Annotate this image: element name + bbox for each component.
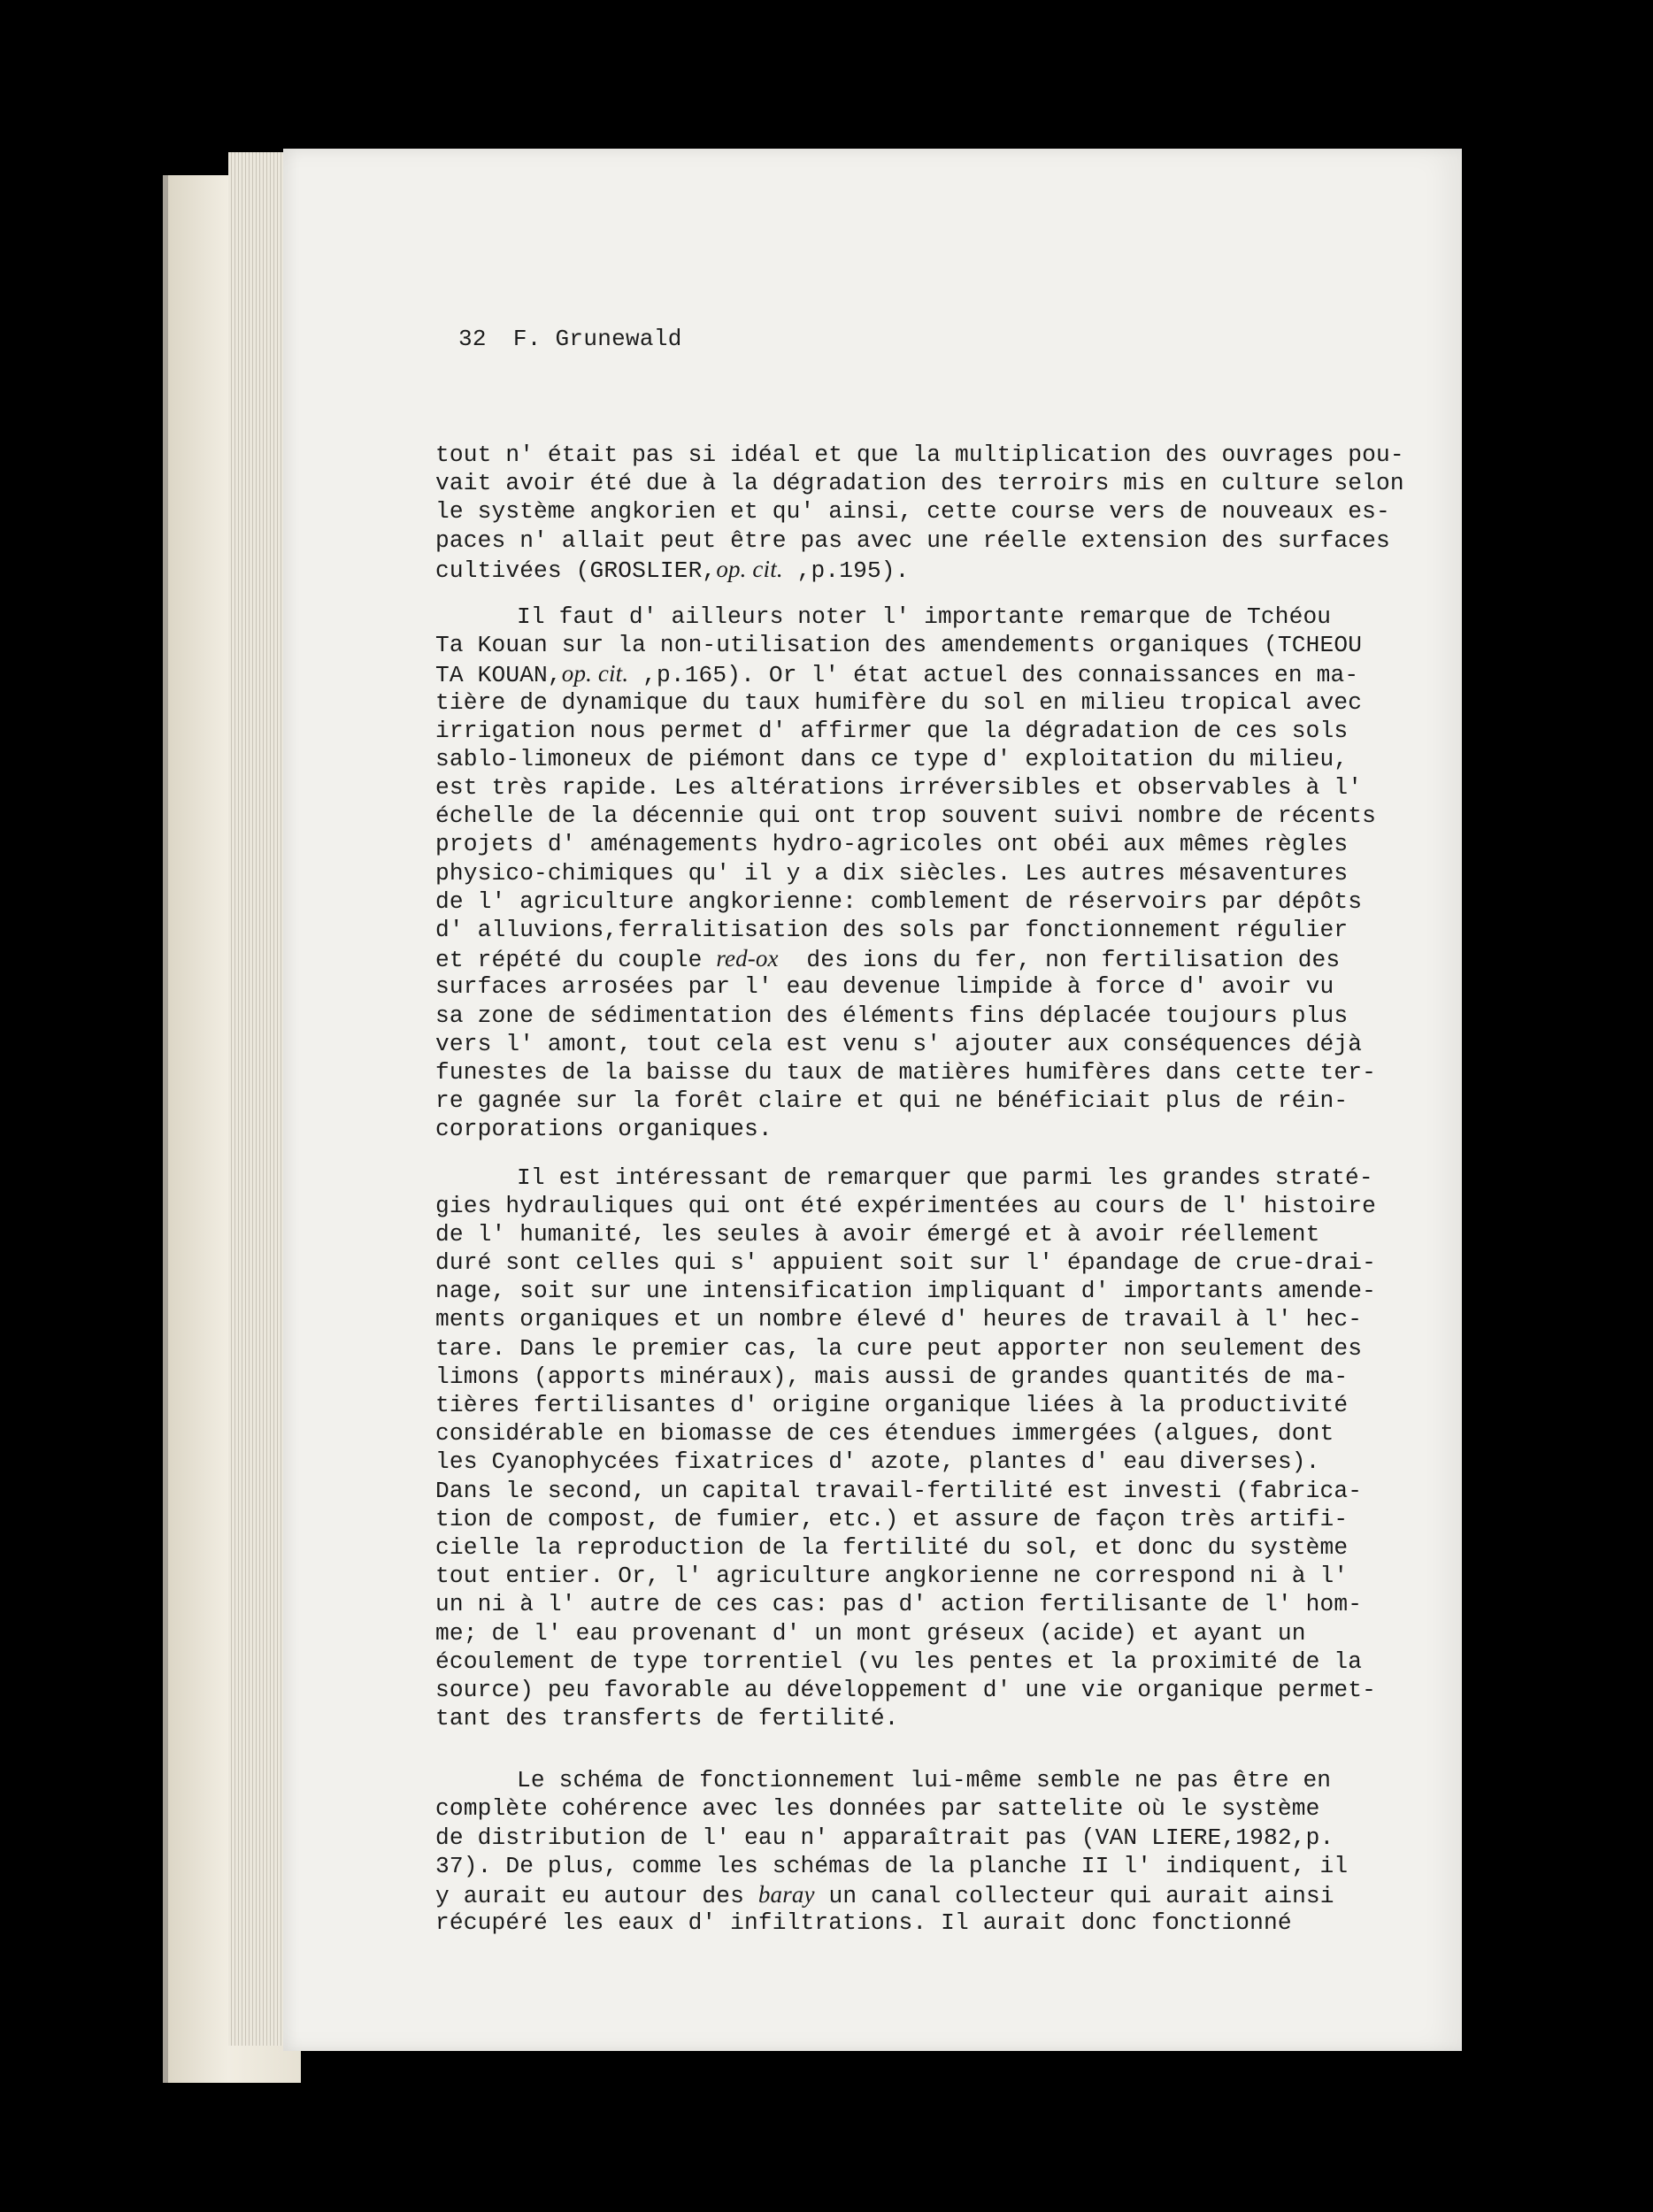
text-line: Le schéma de fonctionnement lui-même semble ne pas être en (517, 1767, 1332, 1794)
text-line: tout n' était pas si idéal et que la multiplication des ouvrages pou- (435, 442, 1404, 468)
page-stack (228, 152, 290, 2046)
text-line: corporations organiques. (435, 1116, 773, 1143)
paragraph-2 (435, 603, 1419, 1144)
text-line: sablo-limoneux de piémont dans ce type d' exploitation du milieu, (435, 745, 1349, 772)
text-line: un ni à l' autre de ces cas: pas d' action fertilisante de l' hom- (435, 1591, 1363, 1618)
text-line: tières fertilisantes d' origine organique liées à la productivité (435, 1392, 1349, 1418)
text-line: re gagnée sur la forêt claire et qui ne bénéficiait plus de réin- (435, 1087, 1349, 1115)
body-text (435, 441, 1419, 1937)
text-line: tion de compost, de fumier, etc.) et assure de façon très artifi- (435, 1505, 1349, 1532)
author-name: F. Grunewald (512, 326, 682, 352)
text-fragment: ,p.165). Or l' état actuel des connaissances en ma- (628, 662, 1359, 689)
text-line: est très rapide. Les altérations irréversibles et observables à l' (435, 774, 1363, 802)
text-line: cielle la reproduction de la fertilité du sol, et donc du système (435, 1533, 1349, 1561)
text-line: échelle de la décennie qui ont trop souvent suivi nombre de récents (435, 803, 1376, 830)
text-fragment: y aurait eu autour des (435, 1883, 758, 1909)
text-fragment: ,p.195). (782, 557, 910, 584)
paragraph-1 (435, 441, 1419, 583)
italic-term: baray (757, 1881, 815, 1908)
text-fragment: et répété du couple (435, 947, 717, 974)
text-fragment: des ions du fer, non fertilisation des (778, 947, 1341, 974)
text-fragment: TA KOUAN, (435, 662, 562, 689)
text-fragment: cultivées (GROSLIER, (435, 557, 717, 584)
text-line (435, 944, 1419, 972)
text-line: tare. Dans le premier cas, la cure peut apporter non seulement des (435, 1334, 1363, 1362)
text-line: funestes de la baisse du taux de matières humifères dans cette ter- (435, 1058, 1376, 1086)
text-line (435, 659, 1419, 687)
text-line: récupéré les eaux d' infiltrations. Il aurait donc fonctionné (435, 1909, 1292, 1937)
text-line: me; de l' eau provenant d' un mont gréseux (acide) et ayant un (435, 1619, 1306, 1647)
text-line: limons (apports minéraux), mais aussi de grandes quantités de ma- (435, 1363, 1349, 1390)
text-line: physico-chimiques qu' il y a dix siècles. Les autres mésaventures (435, 859, 1349, 887)
text-line: Ta Kouan sur la non-utilisation des amendements organiques (TCHEOU (435, 632, 1363, 659)
text-line: de l' humanité, les seules à avoir émergé et à avoir réellement (435, 1220, 1320, 1248)
paragraph-gap (435, 1144, 1419, 1164)
text-line: duré sont celles qui s' appuient soit sur l' épandage de crue-drai- (435, 1249, 1376, 1277)
text-line: Dans le second, un capital travail-fertilité est investi (fabrica- (435, 1477, 1363, 1504)
paragraph-gap (435, 583, 1419, 603)
text-line: paces n' allait peut être pas avec une réelle extension des surfaces (435, 526, 1390, 554)
text-line: vait avoir été due à la dégradation des terroirs mis en culture selon (435, 470, 1404, 497)
text-fragment: un canal collecteur qui aurait ainsi (814, 1883, 1334, 1909)
paragraph-3 (435, 1164, 1419, 1733)
text-line: gies hydrauliques qui ont été expérimentées au cours de l' histoire (435, 1192, 1376, 1219)
text-line: Il est intéressant de remarquer que parmi les grandes straté- (517, 1164, 1373, 1191)
text-line: ments organiques et un nombre élevé d' heures de travail à l' hec- (435, 1306, 1363, 1333)
text-line: vers l' amont, tout cela est venu s' ajouter aux conséquences déjà (435, 1030, 1363, 1057)
text-line: irrigation nous permet d' affirmer que la dégradation de ces sols (435, 717, 1349, 744)
text-line: 37). De plus, comme les schémas de la planche II l' indiquent, il (435, 1852, 1349, 1879)
text-line: Il faut d' ailleurs noter l' importante remarque de Tchéou (517, 603, 1332, 630)
text-line: de distribution de l' eau n' apparaîtrait pas (VAN LIERE,1982,p. (435, 1824, 1334, 1851)
text-line: de l' agriculture angkorienne: comblement de réservoirs par dépôts (435, 887, 1363, 915)
text-line: considérable en biomasse de ces étendues immergées (algues, dont (435, 1420, 1334, 1448)
text-line: surfaces arrosées par l' eau devenue limpide à force d' avoir vu (435, 973, 1334, 1001)
text-line: sa zone de sédimentation des éléments fins déplacée toujours plus (435, 1002, 1349, 1029)
text-line: complète cohérence avec les données par sattelite où le système (435, 1795, 1320, 1823)
page-number: 32 (458, 326, 487, 352)
text-line: tière de dynamique du taux humifère du sol en milieu tropical avec (435, 688, 1363, 716)
text-line: les Cyanophycées fixatrices d' azote, plantes d' eau diverses). (435, 1448, 1320, 1476)
text-line: écoulement de type torrentiel (vu les pentes et la proximité de la (435, 1647, 1363, 1675)
text-line: projets d' aménagements hydro-agricoles ont obéi aux mêmes règles (435, 831, 1349, 858)
paragraph-4 (435, 1766, 1419, 1937)
paragraph-gap (435, 1732, 1419, 1766)
italic-citation: op. cit. (716, 555, 783, 582)
text-line: nage, soit sur une intensification impliquant d' importants amende- (435, 1278, 1376, 1305)
text-line: tout entier. Or, l' agriculture angkorienne ne correspond ni à l' (435, 1563, 1349, 1590)
running-header (458, 325, 709, 353)
text-line: source) peu favorable au développement d' une vie organique permet- (435, 1676, 1376, 1703)
text-line: d' alluvions,ferralitisation des sols par fonctionnement régulier (435, 917, 1349, 943)
text-line: tant des transferts de fertilité. (435, 1705, 899, 1732)
text-line (435, 555, 1419, 583)
text-line (435, 1880, 1419, 1909)
text-line: le système angkorien et qu' ainsi, cette course vers de nouveaux es- (435, 498, 1390, 526)
italic-term: red-ox (716, 945, 779, 972)
italic-citation: op. cit. (561, 660, 629, 687)
